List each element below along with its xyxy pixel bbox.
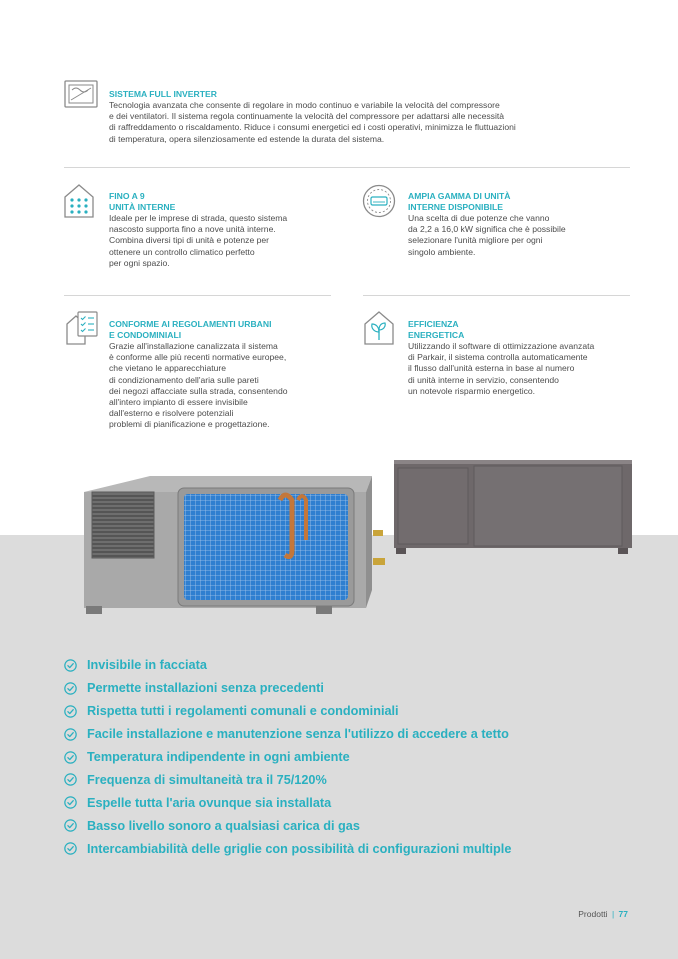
list-item <box>64 791 511 814</box>
check-circle-icon <box>64 842 77 855</box>
list-item <box>64 837 511 860</box>
benefit-text: Facile installazione e manutenzione senza l'utilizzo di accedere a tetto <box>87 727 509 742</box>
feature-body-inverter: Tecnologia avanzata che consente di regolare in modo continuo e variabile la velocità del compressore e dei ventilatori. Il sistema regola continuamente la velocità del compressore per adattarsi alle necessità di raffreddamento o riscaldamento. Riduce i consumi energetici ed i costi operativi, minimizza le fluttuazioni di temperatura, opera silenziosamente ed estende la durata del sistema. <box>109 100 516 144</box>
benefit-text: Basso livello sonoro a qualsiasi carica di gas <box>87 818 360 833</box>
list-item <box>64 677 511 700</box>
feature-title-unit-range: AMPIA GAMMA DI UNITÀ INTERNE DISPONIBILE <box>408 191 511 212</box>
list-item <box>64 746 511 769</box>
list-item <box>64 814 511 837</box>
benefit-text: Temperatura indipendente in ogni ambiente <box>87 750 350 764</box>
check-circle-icon <box>64 751 77 764</box>
check-circle-icon <box>64 819 77 832</box>
energy-leaf-icon <box>362 310 396 346</box>
page-footer <box>578 909 628 919</box>
outdoor-unit-image <box>80 470 400 620</box>
list-item <box>64 654 511 677</box>
feature-title-energy: EFFICIENZA ENERGETICA <box>408 319 465 340</box>
benefit-text: Frequenza di simultaneità tra il 75/120% <box>87 772 327 787</box>
feature-body-indoor-units: Ideale per le imprese di strada, questo sistema nascosto supporta fino a nove unità interne. Combina diversi tipi di unità e potenze per ottenere un controllo climatico perfetto per ogni spazio. <box>109 213 288 268</box>
unit-range-icon <box>362 184 396 218</box>
feature-body-unit-range: Una scelta di due potenze che vanno da 2,2 a 16,0 kW significa che è possibile selezionare l'unità migliore per ogni singolo ambiente. <box>408 213 566 257</box>
feature-body-energy: Utilizzando il software di ottimizzazione avanzata di Parkair, il sistema controlla automaticamente il flusso dall'unità esterna in base al numero di unità interne in servizio, consentendo un notevole risparmio energetico. <box>408 341 595 396</box>
benefit-text: Permette installazioni senza precedenti <box>87 681 324 696</box>
list-item <box>64 768 511 791</box>
indoor-units-icon <box>62 183 96 219</box>
page-number: 77 <box>618 909 628 919</box>
footer-section: Prodotti <box>578 909 608 919</box>
indoor-unit-image <box>392 458 634 556</box>
benefit-text: Invisibile in facciata <box>87 658 207 673</box>
feature-title-regulations: CONFORME AI REGOLAMENTI URBANI E CONDOMINIALI <box>109 319 272 340</box>
check-circle-icon <box>64 659 77 672</box>
divider <box>64 295 331 296</box>
benefit-text: Espelle tutta l'aria ovunque sia installata <box>87 795 332 810</box>
check-circle-icon <box>64 728 77 741</box>
feature-title-indoor-units: FINO A 9 UNITÀ INTERNE <box>109 191 176 212</box>
feature-title-inverter: SISTEMA FULL INVERTER <box>109 89 217 99</box>
regulations-icon <box>64 310 100 346</box>
check-circle-icon <box>64 705 77 718</box>
inverter-icon <box>64 80 98 108</box>
divider <box>363 295 630 296</box>
check-circle-icon <box>64 773 77 786</box>
check-circle-icon <box>64 796 77 809</box>
check-circle-icon <box>64 682 77 695</box>
list-item <box>64 723 511 746</box>
benefit-text: Rispetta tutti i regolamenti comunali e condominiali <box>87 704 399 719</box>
list-item <box>64 700 511 723</box>
benefit-text: Intercambiabilità delle griglie con possibilità di configurazioni multiple <box>87 841 512 856</box>
footer-separator: | <box>611 909 615 919</box>
feature-body-regulations: Grazie all'installazione canalizzata il sistema è conforme alle più recenti normative europee, che vietano le apparecchiature di condizionamento dell'aria sulle pareti dei negozi affacciate sulla strada, consentendo all'intero impianto di essere invisibile dall'esterno e risolvere potenziali problemi di pianificazione e progettazione. <box>109 341 288 430</box>
benefits-list <box>64 654 511 860</box>
divider <box>64 167 630 168</box>
